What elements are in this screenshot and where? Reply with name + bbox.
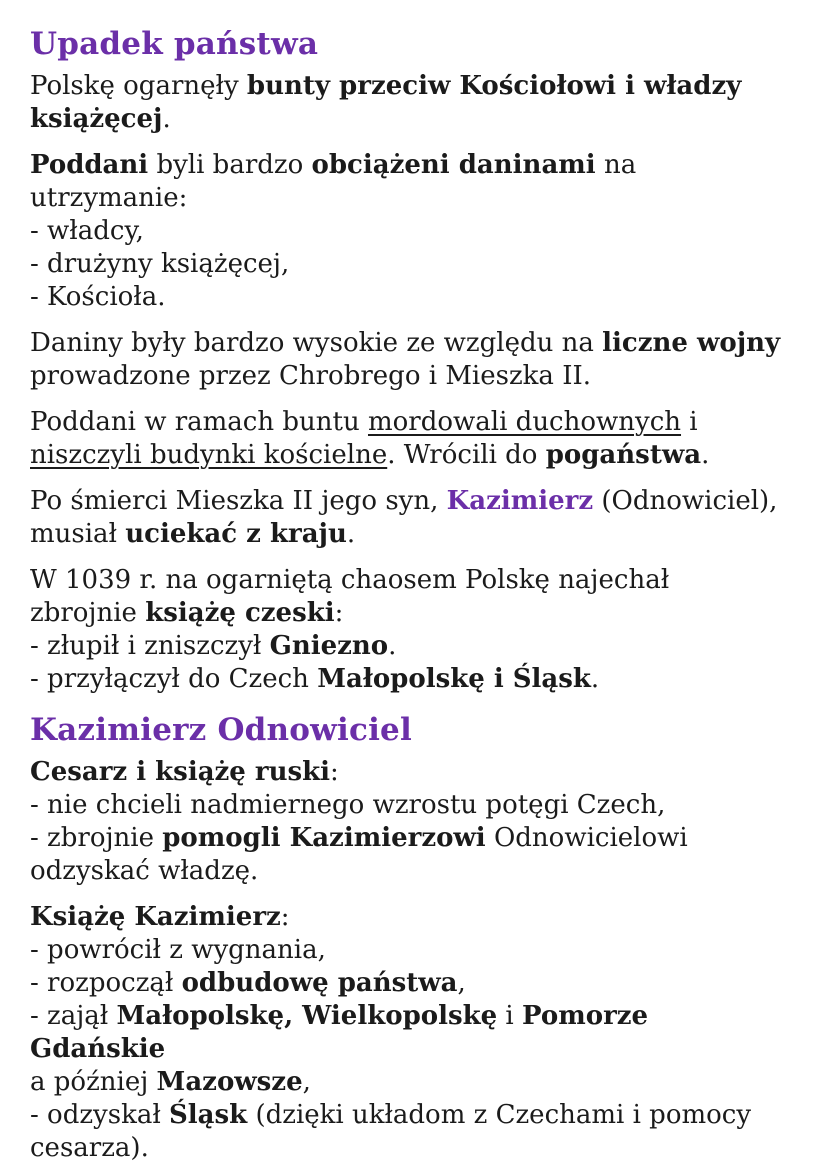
text-line (30, 822, 792, 855)
text-line (30, 1132, 792, 1165)
text-line (30, 149, 792, 182)
paragraph (30, 485, 792, 551)
text-line (30, 518, 792, 551)
underlined-text: mordowali duchownych (367, 407, 682, 437)
bold-text: bunty przeciw Kościołowi i władzy (246, 71, 742, 101)
text-segment: - odzyskał (30, 1100, 170, 1130)
text-segment: - rozpoczął (30, 968, 182, 998)
bold-text: Śląsk (169, 1100, 248, 1130)
text-segment: Odnowicielowi (485, 823, 688, 853)
text-segment: : (334, 598, 344, 628)
text-segment: Po śmierci Mieszka II jego syn, (30, 486, 447, 516)
bold-text: Książę Kazimierz (30, 902, 281, 932)
bold-text: książę czeski (145, 598, 335, 628)
text-segment: , (457, 968, 466, 998)
paragraph (30, 327, 792, 393)
text-segment: . Wrócili do (387, 440, 546, 470)
bold-text: pomogli Kazimierzowi (162, 823, 486, 853)
text-segment: - drużyny książęcej, (30, 249, 290, 279)
bold-text: uciekać z kraju (125, 519, 347, 549)
text-line (30, 182, 792, 215)
text-segment: utrzymanie: (30, 183, 188, 213)
text-segment: . (346, 519, 356, 549)
text-line (30, 901, 792, 934)
section-heading: Kazimierz Odnowiciel (30, 712, 412, 748)
text-segment: - władcy, (30, 216, 144, 246)
text-line (30, 248, 792, 281)
text-segment: i (497, 1001, 523, 1031)
text-segment: - złupił i zniszczył (30, 631, 270, 661)
text-segment: prowadzone przez Chrobrego i Mieszka II. (30, 361, 592, 391)
text-segment: . (388, 631, 397, 661)
text-segment: W 1039 r. na ogarniętą chaosem Polskę najechał (30, 565, 670, 595)
text-line (30, 215, 792, 248)
bold-text: pogaństwa (545, 440, 702, 470)
section-heading: Upadek państwa (30, 26, 319, 62)
text-segment: i (681, 407, 698, 437)
text-segment: a później (30, 1067, 157, 1097)
underlined-text: niszczyli budynki kościelne (30, 440, 388, 470)
text-segment: musiał (30, 519, 126, 549)
paragraph (30, 70, 792, 136)
text-segment: na (595, 150, 637, 180)
text-segment: Polskę ogarnęły (30, 71, 247, 101)
text-line (30, 789, 792, 822)
text-line (30, 1000, 792, 1066)
text-line (30, 103, 792, 136)
bold-text: Małopolskę i Śląsk (317, 664, 591, 694)
paragraph (30, 406, 792, 472)
bold-text: Gniezno (269, 631, 389, 661)
section-upadek-panstwa (30, 26, 792, 696)
text-line (30, 1099, 792, 1132)
paragraph-with-list (30, 564, 792, 696)
bold-text: książęcej (30, 104, 163, 134)
text-segment: . (590, 664, 600, 694)
bold-text: Mazowsze (156, 1067, 303, 1097)
highlighted-name: Kazimierz (446, 486, 594, 516)
text-segment: : (280, 902, 290, 932)
text-line (30, 327, 792, 360)
text-line (30, 855, 792, 888)
paragraph-with-list (30, 756, 792, 888)
text-segment: zbrojnie (30, 598, 146, 628)
text-line (30, 934, 792, 967)
bold-text: Cesarz i książę ruski (30, 757, 331, 787)
bold-text: Małopolskę, Wielkopolskę (116, 1001, 498, 1031)
text-segment: - przyłączył do Czech (30, 664, 318, 694)
text-line (30, 406, 792, 439)
text-segment: - Kościoła. (30, 282, 166, 312)
text-line (30, 564, 792, 597)
text-line (30, 967, 792, 1000)
text-segment: : (330, 757, 339, 787)
text-segment: - nie chcieli nadmiernego wzrostu potęgi Czech, (30, 790, 666, 820)
text-line (30, 1066, 792, 1099)
bold-text: Poddani (30, 150, 149, 180)
bold-text: Pomorze Gdańskie (30, 1001, 649, 1064)
bold-text: obciążeni daninami (311, 150, 596, 180)
text-line (30, 630, 792, 663)
text-line (30, 597, 792, 630)
paragraph-with-list (30, 149, 792, 314)
text-segment: , (302, 1067, 311, 1097)
text-segment: byli bardzo (148, 150, 312, 180)
bold-text: odbudowę państwa (181, 968, 458, 998)
text-line (30, 485, 792, 518)
section-kazimierz-odnowiciel (30, 712, 792, 1165)
text-line (30, 439, 792, 472)
text-segment: Daniny były bardzo wysokie ze względu na (30, 328, 603, 358)
text-segment: (dzięki układom z Czechami i pomocy (247, 1100, 752, 1130)
text-segment: - zajął (30, 1001, 117, 1031)
text-line (30, 756, 792, 789)
text-segment: Poddani w ramach buntu (30, 407, 368, 437)
paragraph-with-list (30, 901, 792, 1165)
text-segment: (Odnowiciel), (593, 486, 778, 516)
text-segment: odzyskać władzę. (30, 856, 259, 886)
text-line (30, 663, 792, 696)
text-line (30, 70, 792, 103)
text-segment: - zbrojnie (30, 823, 163, 853)
text-segment: - powrócił z wygnania, (30, 935, 326, 965)
text-line (30, 360, 792, 393)
text-line (30, 281, 792, 314)
text-segment: cesarza). (30, 1133, 149, 1163)
text-segment: . (701, 440, 710, 470)
text-segment: . (162, 104, 171, 134)
bold-text: liczne wojny (602, 328, 781, 358)
